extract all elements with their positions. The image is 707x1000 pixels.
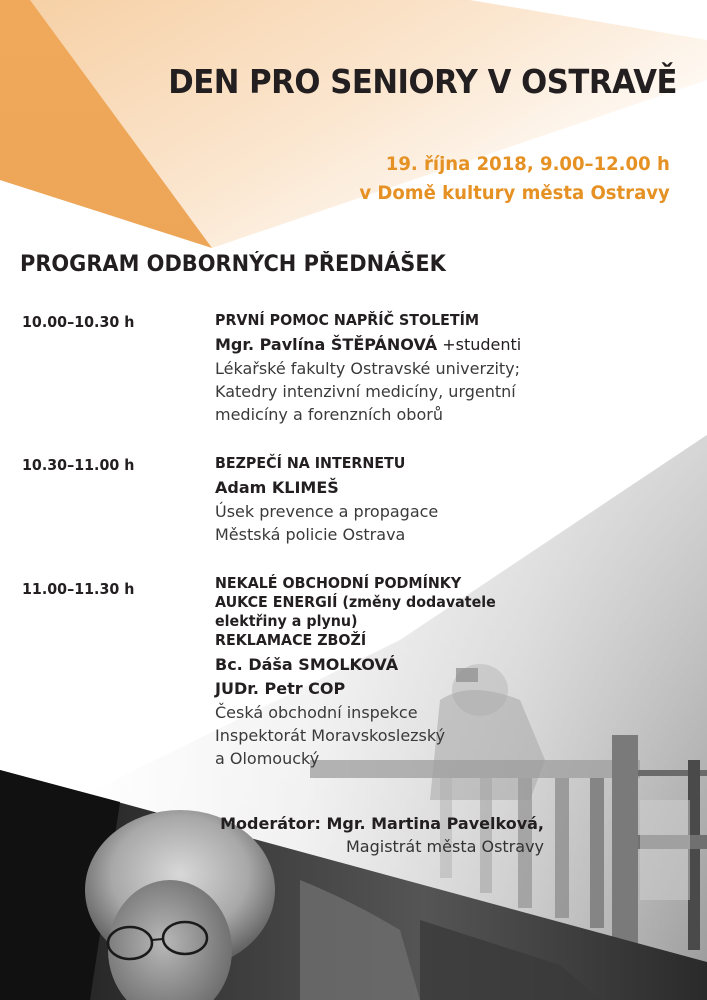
entry-affiliation-line: Lékařské fakulty Ostravské univerzity; — [215, 359, 521, 378]
program-entry — [215, 311, 521, 426]
entry-affiliation-line: Česká obchodní inspekce — [215, 703, 418, 722]
entry-topic: PRVNÍ POMOC NAPŘÍČ STOLETÍM — [215, 311, 480, 329]
entry-topic: BEZPEČÍ NA INTERNETU — [215, 454, 406, 472]
entry-topic: NEKALÉ OBCHODNÍ PODMÍNKY — [215, 574, 462, 592]
entry-time: 10.30–11.00 h — [22, 456, 135, 474]
entry-topic: AUKCE ENERGIÍ (změny dodavatele — [215, 593, 496, 611]
entry-affiliation-line: Inspektorát Moravskoslezský — [215, 726, 446, 745]
speaker-name: Adam KLIMEŠ — [215, 478, 339, 497]
entry-speaker — [215, 677, 511, 701]
speaker-extra: +studenti — [437, 335, 522, 354]
entry-time: 10.00–10.30 h — [22, 313, 135, 331]
entry-speaker — [215, 476, 438, 500]
event-venue: v Domě kultury města Ostravy — [359, 182, 670, 204]
speaker-name: JUDr. Petr COP — [215, 679, 346, 698]
poster-title: DEN PRO SENIORY V OSTRAVĚ — [168, 62, 677, 101]
entry-topic: REKLAMACE ZBOŽÍ — [215, 631, 367, 649]
entry-speaker — [215, 333, 521, 357]
entry-speaker — [215, 653, 511, 677]
moderator-block — [220, 812, 544, 858]
entry-affiliation-line: Úsek prevence a propagace — [215, 502, 439, 521]
entry-affiliation-line: medicíny a forenzních oborů — [215, 405, 443, 424]
entry-affiliation-line: Městská policie Ostrava — [215, 525, 406, 544]
program-entry — [215, 454, 438, 546]
event-date-time: 19. října 2018, 9.00–12.00 h — [385, 153, 670, 175]
entry-affiliation-line: a Olomoucký — [215, 749, 320, 768]
moderator-organization: Magistrát města Ostravy — [345, 837, 544, 856]
moderator-name: Moderátor: Mgr. Martina Pavelková, — [220, 814, 544, 833]
program-heading: PROGRAM ODBORNÝCH PŘEDNÁŠEK — [20, 252, 446, 277]
entry-affiliation-line: Katedry intenzivní medicíny, urgentní — [215, 382, 516, 401]
speaker-name: Bc. Dáša SMOLKOVÁ — [215, 655, 399, 674]
entry-time: 11.00–11.30 h — [22, 580, 135, 598]
program-entry — [215, 574, 511, 770]
speaker-name: Mgr. Pavlína ŠTĚPÁNOVÁ — [215, 335, 438, 354]
event-info — [360, 150, 670, 208]
entry-topic: elektřiny a plynu) — [215, 612, 358, 630]
